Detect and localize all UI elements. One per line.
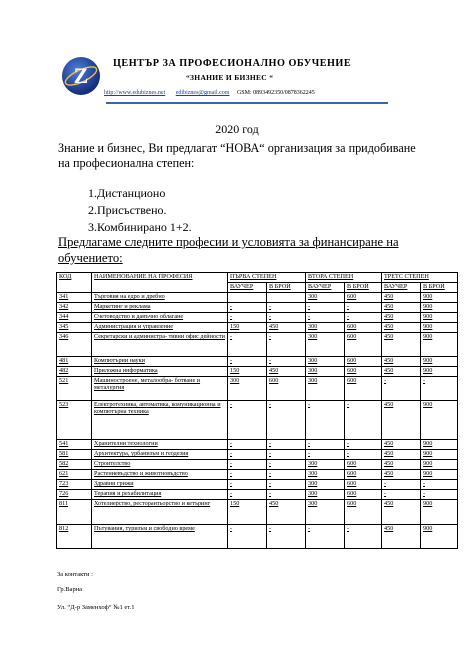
cell-voucher: 300	[306, 293, 345, 303]
cell-cash: 900	[421, 333, 458, 357]
header-level2: ВТОРА СТЕПЕН	[306, 273, 382, 283]
cell-code: 481	[57, 357, 92, 367]
cell-cash: -	[267, 333, 306, 357]
cell-cash: -	[267, 470, 306, 480]
cell-code: 342	[57, 303, 92, 313]
cell-voucher	[228, 293, 267, 303]
subheader-cash: В БРОЙ	[421, 283, 458, 293]
cell-profession-name: Компютърни науки	[92, 357, 228, 367]
cell-profession-name: Строителство	[92, 460, 228, 470]
email-link[interactable]: edibiznes@gmail.com	[175, 90, 230, 96]
cell-voucher: 450	[382, 440, 421, 450]
cell-voucher: -	[228, 333, 267, 357]
website-link[interactable]: http://www.edubiznes.net	[104, 90, 166, 96]
cell-cash: -	[267, 440, 306, 450]
cell-voucher: 450	[382, 525, 421, 549]
cell-cash: 900	[421, 525, 458, 549]
table-row	[57, 377, 458, 401]
cell-voucher: 450	[382, 357, 421, 367]
cell-voucher: -	[228, 470, 267, 480]
cell-cash: 900	[421, 313, 458, 323]
cell-voucher: 450	[382, 303, 421, 313]
cell-cash: -	[421, 377, 458, 401]
center-logo	[61, 56, 101, 96]
cell-voucher: 300	[306, 323, 345, 333]
cell-voucher: 300	[306, 460, 345, 470]
cell-voucher: 300	[306, 357, 345, 367]
header-code: КОД	[57, 273, 92, 293]
mode-item: 1.Дистанционо	[88, 186, 166, 200]
cell-voucher: 450	[382, 401, 421, 440]
header-name: НАИМЕНОВАНИЕ НА ПРОФЕСИЯ	[92, 273, 228, 293]
cell-profession-name: Счетоводство и данъчно облагане	[92, 313, 228, 323]
cell-code: 811	[57, 500, 92, 525]
mode-item: 3.Комбинирано 1+2.	[88, 220, 192, 234]
cell-voucher: -	[228, 460, 267, 470]
table-row	[57, 401, 458, 440]
cell-voucher: -	[228, 450, 267, 460]
contact-city: Гр.Варна	[57, 586, 83, 593]
intro-text: Знание и бизнес, Ви предлагат “НОВА“ организация за придобиване на професионална степен:	[58, 141, 416, 170]
cell-voucher: 300	[306, 480, 345, 490]
cell-voucher: -	[228, 303, 267, 313]
table-row	[57, 500, 458, 525]
contact-address: Ул. “Д-р Заменхоф“ №1 ет.1	[57, 604, 135, 611]
cell-cash: -	[345, 450, 382, 460]
cell-cash: -	[345, 401, 382, 440]
cell-profession-name: Маркетинг и реклама	[92, 303, 228, 313]
cell-voucher: 300	[306, 500, 345, 525]
cell-voucher: -	[306, 401, 345, 440]
cell-voucher: -	[228, 401, 267, 440]
cell-cash: -	[267, 401, 306, 440]
cell-voucher: 450	[382, 500, 421, 525]
cell-profession-name: Секретарски и администра- тивни офис дейности	[92, 333, 228, 357]
cell-cash: 600	[345, 293, 382, 303]
table-row	[57, 470, 458, 480]
table-row	[57, 490, 458, 500]
cell-voucher: -	[228, 480, 267, 490]
cell-cash: 600	[345, 367, 382, 377]
cell-cash: -	[267, 490, 306, 500]
header-divider	[106, 102, 388, 104]
cell-code: 346	[57, 333, 92, 357]
training-modes-list	[88, 185, 192, 236]
cell-code: 345	[57, 323, 92, 333]
cell-cash: 900	[421, 367, 458, 377]
cell-cash: -	[267, 357, 306, 367]
cell-profession-name: Машиностроене, металообра- ботване и металургия	[92, 377, 228, 401]
cell-cash: 900	[421, 357, 458, 367]
subheader-voucher: ВАУЧЕР	[228, 283, 267, 293]
subheader-voucher: ВАУЧЕР	[382, 283, 421, 293]
cell-code: 521	[57, 377, 92, 401]
cell-code: 344	[57, 313, 92, 323]
cell-profession-name: Търговия на едро и дребно	[92, 293, 228, 303]
cell-voucher: -	[382, 377, 421, 401]
cell-code: 726	[57, 490, 92, 500]
cell-profession-name: Хранителни технологии	[92, 440, 228, 450]
cell-code: 723	[57, 480, 92, 490]
cell-profession-name: Терапия и рехабилитация	[92, 490, 228, 500]
cell-cash: -	[421, 490, 458, 500]
cell-code: 341	[57, 293, 92, 303]
table-row	[57, 367, 458, 377]
offer-heading: Предлагаме следните професии и условията за финансиране на обучението:	[58, 235, 399, 265]
cell-voucher: 150	[228, 323, 267, 333]
cell-voucher: -	[228, 490, 267, 500]
cell-profession-name: Архитектура, урбанизъм и геодезия	[92, 450, 228, 460]
cell-voucher: -	[382, 490, 421, 500]
cell-voucher: 150	[228, 500, 267, 525]
cell-cash: 600	[345, 470, 382, 480]
table-row	[57, 525, 458, 549]
cell-cash: -	[267, 525, 306, 549]
cell-profession-name: Здравни грижи	[92, 480, 228, 490]
cell-code: 541	[57, 440, 92, 450]
cell-cash: 600	[345, 377, 382, 401]
cell-cash: 600	[345, 357, 382, 367]
cell-cash: 900	[421, 303, 458, 313]
cell-voucher: -	[228, 440, 267, 450]
cell-voucher: 300	[306, 470, 345, 480]
cell-profession-name: Хотелиерство, ресторантьорство и кетъринг	[92, 500, 228, 525]
table-row	[57, 480, 458, 490]
subheader-cash: В БРОЙ	[345, 283, 382, 293]
cell-voucher: -	[306, 313, 345, 323]
cell-cash: 600	[345, 333, 382, 357]
subheader-voucher: ВАУЧЕР	[306, 283, 345, 293]
cell-voucher: 450	[382, 367, 421, 377]
phone-text: GSM: 0893492350/0878362245	[236, 90, 315, 96]
cell-cash: 900	[421, 293, 458, 303]
table-row	[57, 357, 458, 367]
cell-voucher: 300	[306, 333, 345, 357]
header-level1: ПЪРВА СТЕПЕН	[228, 273, 306, 283]
table-row	[57, 333, 458, 357]
year-heading: 2020 год	[215, 122, 259, 136]
cell-cash: 450	[267, 367, 306, 377]
cell-cash: 600	[345, 490, 382, 500]
cell-voucher: 450	[382, 323, 421, 333]
center-title: ЦЕНТЪР ЗА ПРОФЕСИОНАЛНО ОБУЧЕНИЕ	[113, 58, 352, 69]
cell-code: 581	[57, 450, 92, 460]
cell-cash: -	[345, 303, 382, 313]
cell-voucher: 300	[306, 367, 345, 377]
cell-cash: -	[267, 480, 306, 490]
cell-voucher: -	[228, 525, 267, 549]
cell-cash: 900	[421, 500, 458, 525]
cell-voucher: 450	[382, 450, 421, 460]
table-row	[57, 313, 458, 323]
cell-cash: 600	[345, 460, 382, 470]
table-row	[57, 303, 458, 313]
cell-code: 621	[57, 470, 92, 480]
cell-voucher: -	[306, 525, 345, 549]
table-row	[57, 293, 458, 303]
cell-profession-name: Администрация и управление	[92, 323, 228, 333]
header-contacts	[104, 90, 315, 96]
cell-code: 523	[57, 401, 92, 440]
cell-cash: 900	[421, 470, 458, 480]
cell-voucher: -	[228, 313, 267, 323]
cell-voucher: -	[306, 450, 345, 460]
cell-cash: 900	[421, 450, 458, 460]
cell-cash: -	[267, 313, 306, 323]
cell-cash: 900	[421, 323, 458, 333]
cell-profession-name: Пътувания, туризъм и свободно време	[92, 525, 228, 549]
table-row	[57, 440, 458, 450]
cell-voucher: 450	[382, 293, 421, 303]
cell-cash: 900	[421, 440, 458, 450]
subheader-cash: В БРОЙ	[267, 283, 306, 293]
table-row	[57, 460, 458, 470]
center-subtitle: “ЗНАНИЕ И БИЗНЕС “	[186, 73, 274, 82]
contacts-label: За контакти :	[57, 571, 93, 578]
cell-code: 582	[57, 460, 92, 470]
cell-profession-name: Приложна информатика	[92, 367, 228, 377]
cell-cash: 450	[267, 323, 306, 333]
table-row	[57, 450, 458, 460]
cell-cash: -	[345, 440, 382, 450]
cell-cash: 900	[421, 401, 458, 440]
cell-cash: 600	[345, 480, 382, 490]
cell-cash: 600	[267, 377, 306, 401]
cell-cash: -	[267, 303, 306, 313]
cell-voucher: 150	[228, 367, 267, 377]
cell-voucher: -	[306, 440, 345, 450]
cell-cash: -	[267, 450, 306, 460]
cell-cash: 900	[421, 460, 458, 470]
cell-profession-name: Растениевъдство и животновъдство	[92, 470, 228, 480]
cell-voucher: 450	[382, 460, 421, 470]
cell-cash: 450	[267, 500, 306, 525]
cell-voucher: 450	[382, 313, 421, 323]
cell-profession-name: Електротехника, автоматика, комуникационна и компютърна техника	[92, 401, 228, 440]
cell-voucher: 450	[382, 333, 421, 357]
cell-cash	[267, 293, 306, 303]
cell-voucher: -	[306, 303, 345, 313]
cell-voucher: -	[228, 357, 267, 367]
cell-cash: 600	[345, 323, 382, 333]
cell-cash: -	[345, 313, 382, 323]
cell-voucher: 300	[306, 377, 345, 401]
mode-item: 2.Присъствено.	[88, 203, 167, 217]
cell-cash: -	[421, 480, 458, 490]
header-level3: ТРЕТС СТЕПЕН	[382, 273, 458, 283]
svg-text:Z: Z	[73, 63, 89, 88]
cell-cash: -	[267, 460, 306, 470]
professions-table	[56, 272, 458, 549]
cell-voucher: -	[382, 480, 421, 490]
table-row	[57, 323, 458, 333]
cell-voucher: 450	[382, 470, 421, 480]
cell-code: 812	[57, 525, 92, 549]
cell-cash: 600	[345, 500, 382, 525]
cell-voucher: 300	[306, 490, 345, 500]
cell-cash: -	[345, 525, 382, 549]
cell-code: 482	[57, 367, 92, 377]
cell-voucher: 300	[228, 377, 267, 401]
